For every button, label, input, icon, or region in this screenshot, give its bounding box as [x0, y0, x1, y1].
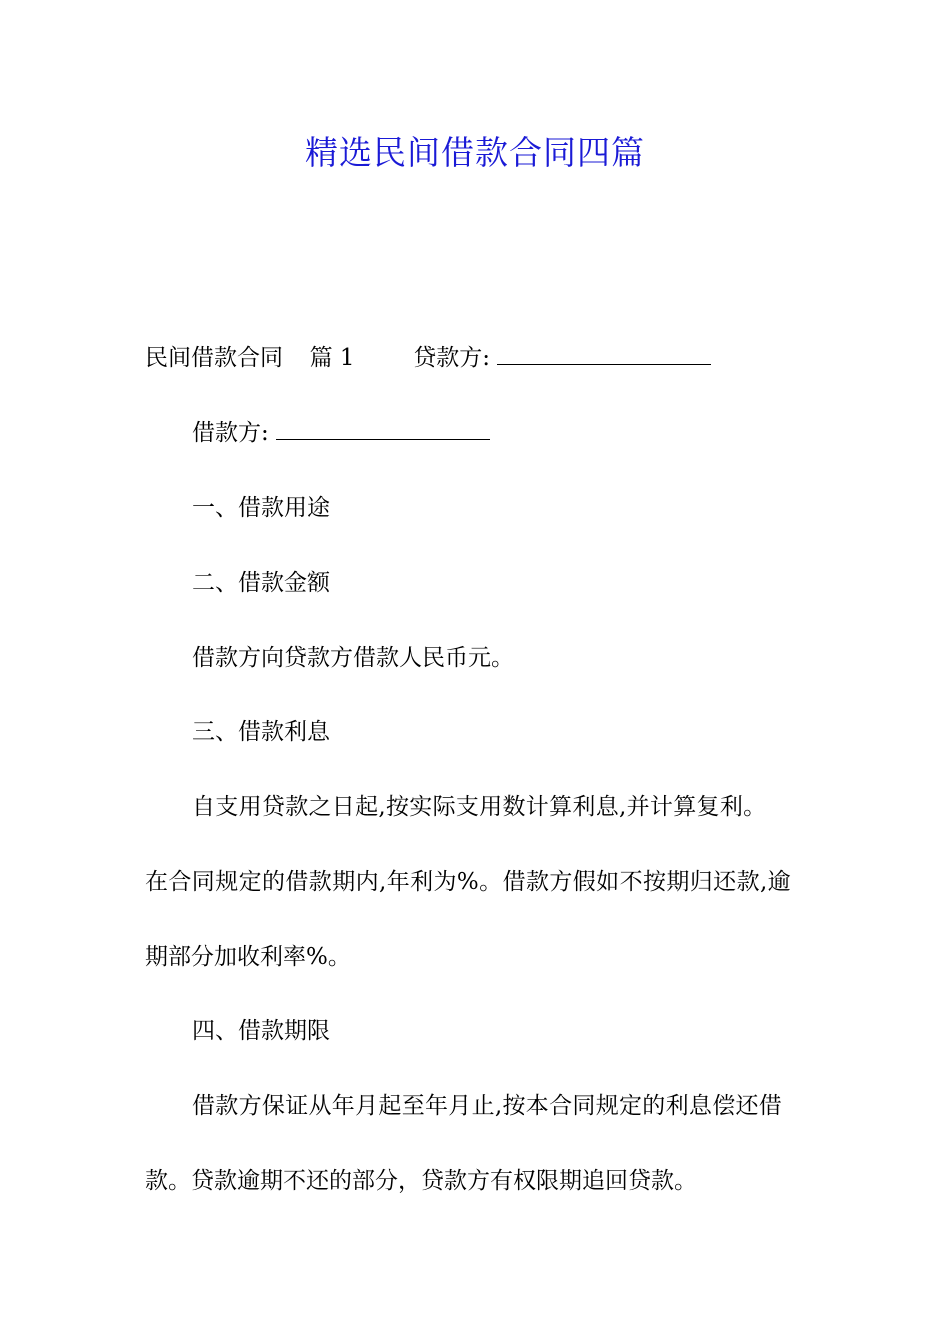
contract-heading-line	[145, 338, 807, 378]
term-paragraph-line-1: 借款方保证从年月起至年月止,按本合同规定的利息偿还借	[192, 1093, 783, 1119]
interest-paragraph-line-3: 期部分加收利率%。	[145, 944, 351, 970]
interest-paragraph-line-2: 在合同规定的借款期内,年利为%。借款方假如不按期归还款,逾	[145, 869, 792, 895]
amount-paragraph: 借款方向贷款方借款人民币元。	[192, 645, 514, 671]
borrower-blank-line	[276, 417, 490, 440]
borrower-label: 借款方:	[192, 420, 269, 446]
borrower-line	[145, 413, 854, 453]
term-paragraph-line-2: 款。贷款逾期不还的部分，贷款方有权限期追回贷款。	[145, 1168, 697, 1194]
section-heading-amount: 二、借款金额	[192, 570, 330, 596]
section-heading-term: 四、借款期限	[192, 1018, 330, 1044]
section-heading-purpose: 一、借款用途	[192, 495, 330, 521]
section-heading-interest: 三、借款利息	[192, 719, 330, 745]
contract-part-number: 篇 1	[309, 345, 355, 371]
interest-paragraph-line-1: 自支用贷款之日起,按实际支用数计算利息,并计算复利。	[192, 794, 767, 820]
lender-label: 贷款方:	[413, 345, 490, 371]
contract-heading: 民间借款合同	[145, 345, 283, 371]
lender-blank-line	[497, 342, 711, 365]
document-title: 精选民间借款合同四篇	[305, 133, 645, 172]
